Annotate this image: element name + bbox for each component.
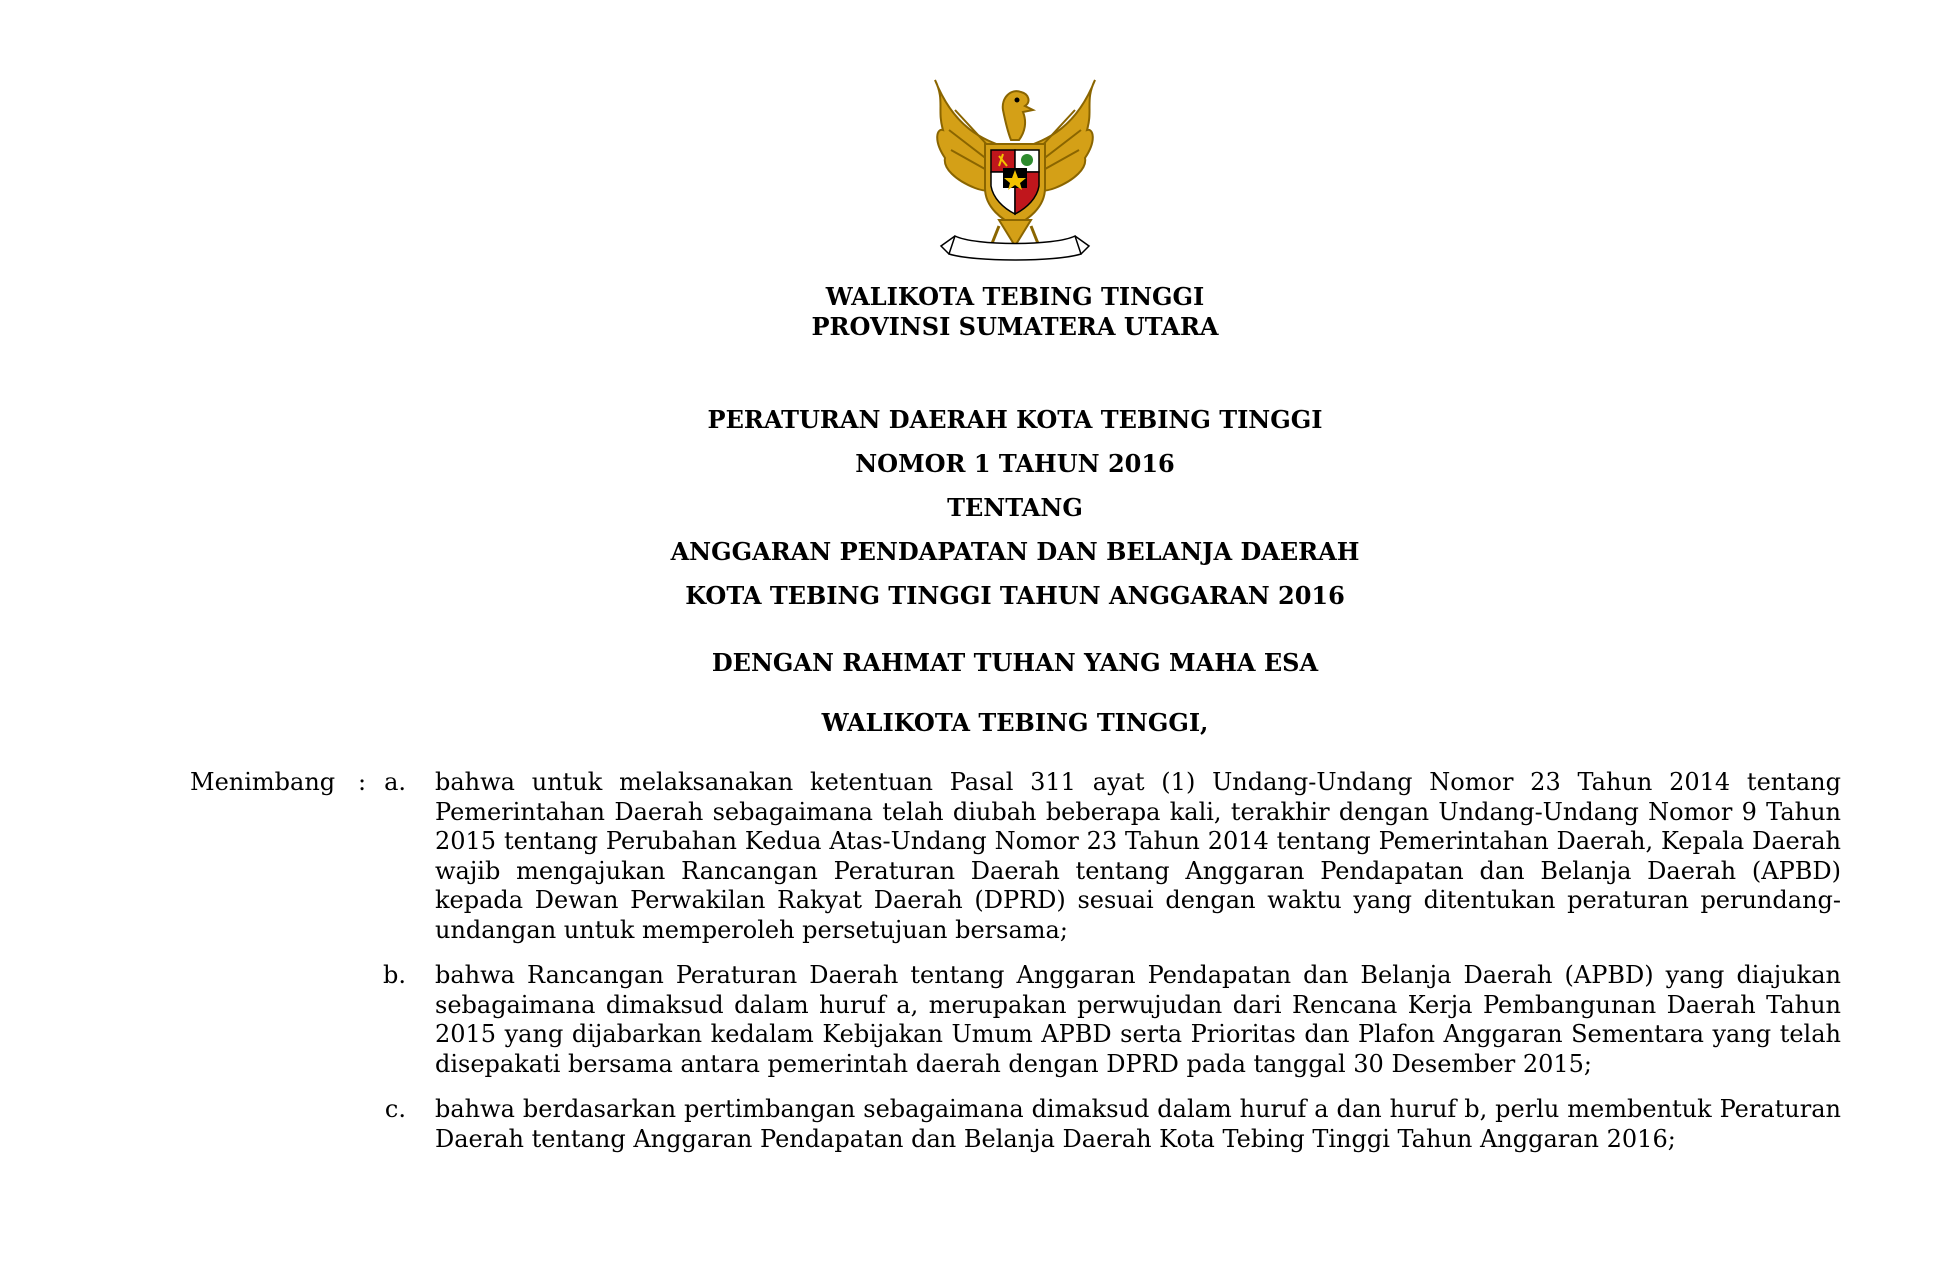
- government-header: [0, 282, 1950, 342]
- item-text: bahwa untuk melaksanakan ketentuan Pasal 311 ayat (1) Undang-Undang Nomor 23 Tahun 2014 tentang Pemerintahan Daerah sebagaimana telah diubah beberapa kali, terakhir dengan Undang-Undang Nomor 9 Tahun 2015 tentang Perubahan Kedua Atas-Undang Nomor 23 Tahun 2014 tentang Pemerintahan Daerah, Kepala Daerah wajib mengajukan Rancangan Peraturan Daerah tentang Anggaran Pendapatan dan Belanja Daerah (APBD) kepada Dewan Perwakilan Rakyat Daerah (DPRD) sesuai dengan waktu yang ditentukan peraturan perundang-undangan untuk memperoleh persetujuan bersama;: [435, 768, 1841, 944]
- menimbang-item-a: [0, 768, 1950, 945]
- walikota-text: WALIKOTA TEBING TINGGI,: [821, 708, 1209, 737]
- title-subject-line: ANGGARAN PENDAPATAN DAN BELANJA DAERAH: [670, 537, 1360, 566]
- regulation-title: [0, 398, 1950, 618]
- preamble-rahmat: [0, 648, 1950, 678]
- garuda-pancasila-emblem-icon: [915, 70, 1115, 270]
- title-subject-line-2: KOTA TEBING TINGGI TAHUN ANGGARAN 2016: [685, 581, 1345, 610]
- preamble-walikota: [0, 708, 1950, 738]
- title-nomor-line: NOMOR 1 TAHUN 2016: [855, 449, 1175, 478]
- item-text: bahwa Rancangan Peraturan Daerah tentang Anggaran Pendapatan dan Belanja Daerah (APBD) yang diajukan sebagaimana dimaksud dalam huruf a, merupakan perwujudan dari Rencana Kerja Pembangunan Daerah Tahun 2015 yang dijabarkan kedalam Kebijakan Umum APBD serta Prioritas dan Plafon Anggaran Sementara yang telah disepakati bersama antara pemerintah daerah dengan DPRD pada tanggal 30 Desember 2015;: [435, 961, 1841, 1078]
- menimbang-item-c: [0, 1095, 1950, 1154]
- menimbang-section: [0, 768, 1950, 1170]
- menimbang-label: Menimbang: [190, 768, 336, 796]
- item-letter: c.: [384, 1095, 406, 1123]
- menimbang-colon: :: [358, 768, 367, 796]
- rahmat-text: DENGAN RAHMAT TUHAN YANG MAHA ESA: [711, 648, 1319, 677]
- title-peraturan-line: PERATURAN DAERAH KOTA TEBING TINGGI: [707, 405, 1323, 434]
- title-tentang-line: TENTANG: [947, 493, 1083, 522]
- header-provinsi-line: PROVINSI SUMATERA UTARA: [811, 312, 1219, 341]
- header-walikota-line: WALIKOTA TEBING TINGGI: [825, 282, 1205, 311]
- menimbang-item-b: [0, 961, 1950, 1079]
- item-letter: b.: [383, 961, 406, 989]
- item-text: bahwa berdasarkan pertimbangan sebagaimana dimaksud dalam huruf a dan huruf b, perlu membentuk Peraturan Daerah tentang Anggaran Pendapatan dan Belanja Daerah Kota Tebing Tinggi Tahun Anggaran 2016;: [435, 1095, 1841, 1153]
- item-letter: a.: [384, 768, 406, 796]
